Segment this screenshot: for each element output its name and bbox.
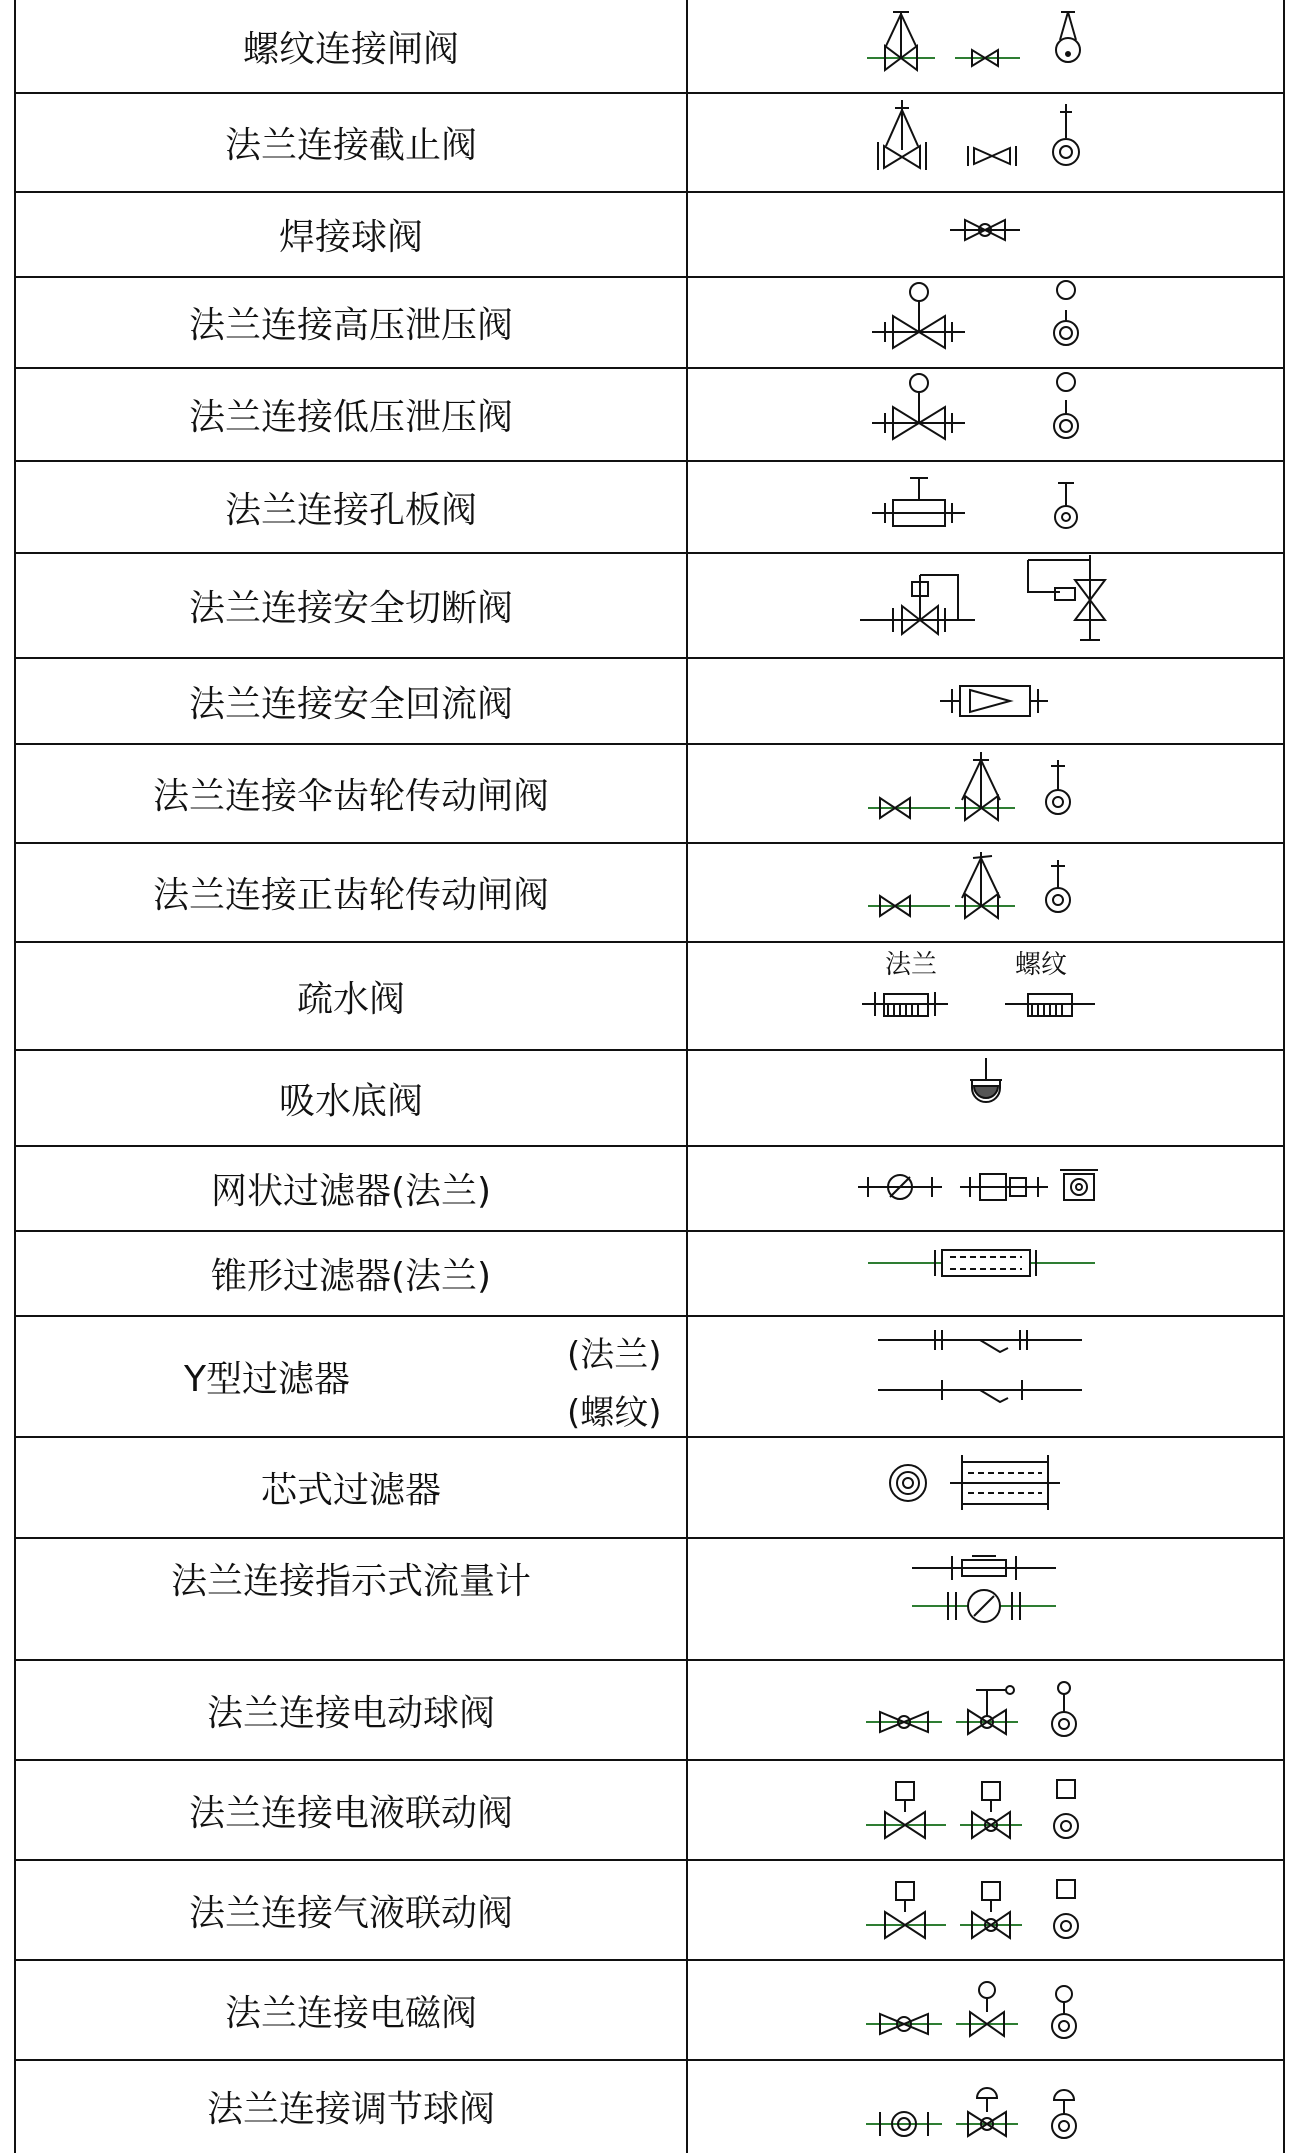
steam-trap-threaded-label: 螺纹 <box>1015 950 1068 980</box>
welded-ball-valve-icon <box>950 220 1020 240</box>
flanged-solenoid-valve-icon <box>866 1982 1076 2038</box>
row-name: 法兰连接指示式流量计 <box>170 1561 531 1602</box>
steam-trap-flange-label: 法兰 <box>885 950 938 980</box>
row-name: 疏水阀 <box>296 978 405 1020</box>
flanged-safety-return-valve-icon <box>940 686 1048 716</box>
flanged-bevel-gear-gate-valve-icon <box>868 752 1070 820</box>
row-name: 焊接球阀 <box>278 217 423 258</box>
flanged-high-pressure-relief-valve-icon <box>872 281 1078 348</box>
row-name: 锥形过滤器(法兰) <box>210 1256 492 1297</box>
flanged-control-ball-valve-icon <box>866 2088 1076 2138</box>
row-name: 法兰连接伞齿轮传动闸阀 <box>152 776 549 817</box>
row-name: 法兰连接电动球阀 <box>206 1692 495 1734</box>
threaded-gate-valve-icon <box>867 12 1080 70</box>
row-name: 法兰连接安全回流阀 <box>188 683 513 725</box>
flanged-indicating-flowmeter-icon <box>912 1556 1056 1622</box>
row-name: 法兰连接低压泄压阀 <box>188 397 513 438</box>
row-name: 芯式过滤器 <box>260 1470 441 1511</box>
foot-valve-icon <box>970 1058 1002 1102</box>
flanged-electric-ball-valve-icon <box>866 1682 1076 1736</box>
flanged-orifice-valve-icon <box>872 478 1077 528</box>
y-strainer-icon <box>878 1330 1082 1402</box>
flanged-low-pressure-relief-valve-icon <box>872 373 1078 439</box>
row-name: Y型过滤器 <box>184 1359 350 1400</box>
row-name: 法兰连接电液联动阀 <box>188 1792 513 1834</box>
y-strainer-flange-label: (法兰) <box>567 1335 662 1375</box>
row-name: 吸水底阀 <box>278 1080 423 1122</box>
row-name: 螺纹连接闸阀 <box>242 29 459 70</box>
mesh-strainer-icon <box>858 1170 1098 1200</box>
flanged-electro-hydraulic-valve-icon <box>866 1780 1078 1838</box>
row-name: 法兰连接正齿轮传动闸阀 <box>152 875 549 916</box>
y-strainer-threaded-label: (螺纹) <box>567 1393 662 1433</box>
flanged-gas-hydraulic-valve-icon <box>866 1880 1078 1938</box>
row-name: 法兰连接截止阀 <box>224 125 477 166</box>
cartridge-filter-icon <box>890 1455 1060 1510</box>
cone-strainer-icon <box>868 1250 1095 1276</box>
row-name: 法兰连接调节球阀 <box>206 2089 495 2130</box>
row-name: 法兰连接孔板阀 <box>224 489 477 531</box>
row-name: 法兰连接高压泄压阀 <box>188 305 513 346</box>
row-name: 网状过滤器(法兰) <box>210 1171 492 1212</box>
flanged-spur-gear-gate-valve-icon <box>868 852 1070 918</box>
row-name: 法兰连接电磁阀 <box>224 1992 477 2034</box>
steam-trap-icon <box>862 992 1095 1016</box>
flanged-safety-shutoff-valve-icon <box>860 555 1105 640</box>
row-name: 法兰连接安全切断阀 <box>188 588 513 629</box>
flanged-globe-valve-icon <box>878 100 1079 170</box>
row-name: 法兰连接气液联动阀 <box>188 1892 513 1934</box>
